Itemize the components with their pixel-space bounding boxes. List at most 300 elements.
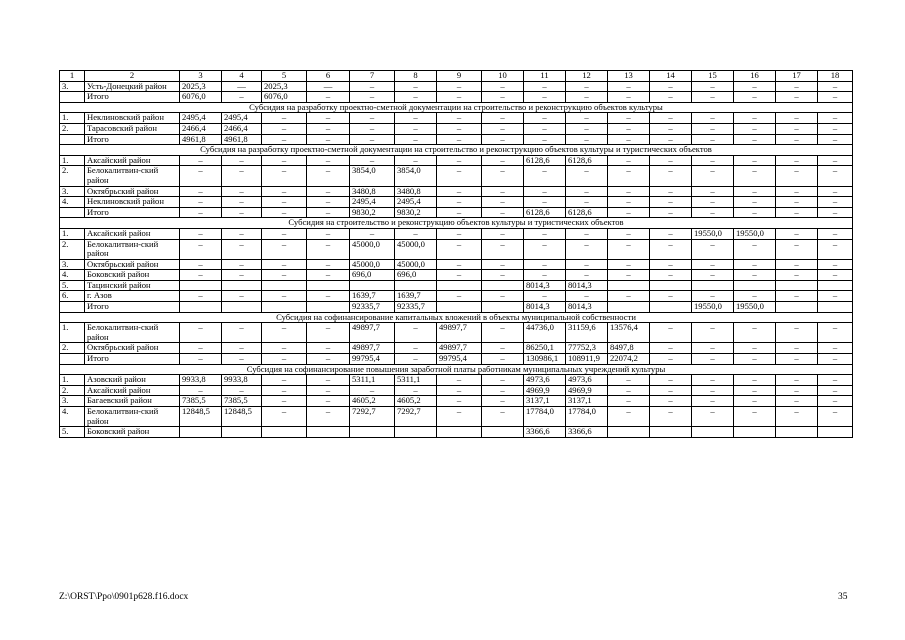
value-cell: – (437, 92, 482, 103)
value-cell: – (776, 354, 818, 365)
value-cell: – (776, 291, 818, 302)
value-cell: – (650, 239, 692, 259)
section-header-row (60, 364, 853, 375)
value-cell: – (734, 92, 776, 103)
value-cell (776, 427, 818, 438)
value-cell: – (776, 92, 818, 103)
value-cell: – (482, 291, 524, 302)
value-cell: – (692, 186, 734, 197)
value-cell: – (482, 197, 524, 208)
value-cell: – (437, 259, 482, 270)
value-cell: – (650, 375, 692, 386)
value-cell: – (650, 385, 692, 396)
value-cell (734, 427, 776, 438)
value-cell: – (692, 155, 734, 166)
value-cell: – (692, 166, 734, 186)
column-number-header: 5 (262, 71, 307, 82)
value-cell: – (524, 239, 566, 259)
value-cell: – (608, 134, 650, 145)
value-cell: – (437, 375, 482, 386)
section-title: Субсидия на софинансирование капитальных вложений в объекты муниципальной собственности (60, 312, 853, 323)
value-cell: 3366,6 (566, 427, 608, 438)
value-cell: – (650, 92, 692, 103)
value-cell (776, 280, 818, 291)
value-cell: – (818, 113, 853, 124)
column-number-header: 17 (776, 71, 818, 82)
value-cell: – (307, 375, 350, 386)
value-cell: – (350, 92, 395, 103)
value-cell: – (608, 239, 650, 259)
table-row (60, 92, 853, 103)
value-cell: – (222, 259, 262, 270)
value-cell: 9933,8 (222, 375, 262, 386)
value-cell: – (650, 155, 692, 166)
value-cell: 2025,3 (262, 81, 307, 92)
value-cell: 49897,7 (350, 323, 395, 343)
value-cell: – (482, 207, 524, 218)
value-cell: – (350, 228, 395, 239)
value-cell: – (776, 134, 818, 145)
value-cell: – (650, 396, 692, 407)
value-cell: – (307, 396, 350, 407)
value-cell: – (734, 375, 776, 386)
value-cell: 696,0 (350, 270, 395, 281)
value-cell: – (566, 239, 608, 259)
value-cell: – (350, 134, 395, 145)
value-cell: – (650, 81, 692, 92)
table-row (60, 323, 853, 343)
value-cell: – (437, 291, 482, 302)
value-cell: – (262, 375, 307, 386)
value-cell: – (222, 228, 262, 239)
value-cell: – (650, 228, 692, 239)
value-cell: – (180, 228, 222, 239)
value-cell: – (650, 207, 692, 218)
value-cell: 92335,7 (395, 302, 437, 313)
section-title: Субсидия на строительство и реконструкцию объектов культуры и туристических объектов (60, 218, 853, 229)
value-cell: – (307, 123, 350, 134)
value-cell: – (776, 385, 818, 396)
value-cell: – (307, 113, 350, 124)
value-cell: 6076,0 (262, 92, 307, 103)
table-row (60, 375, 853, 386)
value-cell: — (307, 81, 350, 92)
value-cell: – (776, 166, 818, 186)
value-cell: – (180, 291, 222, 302)
value-cell: – (776, 239, 818, 259)
value-cell: – (608, 186, 650, 197)
value-cell: – (692, 291, 734, 302)
value-cell: 1639,7 (350, 291, 395, 302)
value-cell: 19550,0 (692, 302, 734, 313)
value-cell: 45000,0 (395, 259, 437, 270)
value-cell: – (482, 385, 524, 396)
value-cell (776, 302, 818, 313)
table-row (60, 396, 853, 407)
row-number-cell: 4. (60, 270, 85, 281)
value-cell: 92335,7 (350, 302, 395, 313)
row-number-cell: 2. (60, 385, 85, 396)
value-cell: 2495,4 (395, 197, 437, 208)
section-header-row (60, 145, 853, 156)
row-number-cell: 2. (60, 343, 85, 354)
value-cell: 6128,6 (566, 207, 608, 218)
value-cell: 7385,5 (180, 396, 222, 407)
district-name-cell: Боковский район (85, 270, 180, 281)
value-cell: – (262, 343, 307, 354)
value-cell: – (818, 134, 853, 145)
value-cell: – (395, 385, 437, 396)
value-cell: – (180, 343, 222, 354)
value-cell: – (608, 228, 650, 239)
row-number-cell: 1. (60, 155, 85, 166)
value-cell: – (482, 186, 524, 197)
value-cell: – (566, 228, 608, 239)
value-cell: – (692, 385, 734, 396)
table-row (60, 270, 853, 281)
value-cell: – (566, 123, 608, 134)
value-cell: 45000,0 (350, 259, 395, 270)
value-cell: – (734, 186, 776, 197)
column-number-header: 12 (566, 71, 608, 82)
value-cell: – (650, 259, 692, 270)
value-cell: – (524, 113, 566, 124)
value-cell: – (222, 92, 262, 103)
value-cell: – (437, 134, 482, 145)
value-cell (395, 427, 437, 438)
value-cell: 17784,0 (524, 407, 566, 427)
value-cell: – (395, 155, 437, 166)
value-cell (437, 427, 482, 438)
value-cell: 19550,0 (734, 302, 776, 313)
value-cell: – (395, 113, 437, 124)
value-cell: – (524, 270, 566, 281)
value-cell: – (818, 239, 853, 259)
value-cell: 8014,3 (566, 302, 608, 313)
value-cell: – (482, 81, 524, 92)
value-cell: – (650, 270, 692, 281)
value-cell: – (650, 166, 692, 186)
value-cell: – (692, 207, 734, 218)
value-cell: 3480,8 (395, 186, 437, 197)
value-cell: – (262, 259, 307, 270)
column-number-header: 9 (437, 71, 482, 82)
value-cell: – (566, 134, 608, 145)
value-cell: – (437, 155, 482, 166)
value-cell: – (262, 407, 307, 427)
value-cell: 45000,0 (395, 239, 437, 259)
row-number-cell: 2. (60, 123, 85, 134)
value-cell: 19550,0 (734, 228, 776, 239)
value-cell: – (437, 239, 482, 259)
value-cell: – (307, 239, 350, 259)
value-cell: – (776, 323, 818, 343)
value-cell: – (395, 123, 437, 134)
value-cell: – (608, 81, 650, 92)
value-cell: – (734, 354, 776, 365)
value-cell: – (482, 354, 524, 365)
value-cell: 2466,4 (180, 123, 222, 134)
value-cell: – (692, 92, 734, 103)
value-cell: – (608, 259, 650, 270)
value-cell: – (524, 259, 566, 270)
value-cell: – (180, 207, 222, 218)
value-cell: – (482, 134, 524, 145)
table-row (60, 343, 853, 354)
value-cell: – (307, 259, 350, 270)
value-cell: – (437, 228, 482, 239)
value-cell: – (262, 134, 307, 145)
table-row (60, 228, 853, 239)
value-cell: – (734, 323, 776, 343)
value-cell: – (262, 207, 307, 218)
value-cell: – (437, 123, 482, 134)
value-cell: – (482, 228, 524, 239)
value-cell: – (776, 155, 818, 166)
district-name-cell: Аксайский район (85, 155, 180, 166)
value-cell: – (524, 81, 566, 92)
value-cell: 8014,3 (524, 302, 566, 313)
section-title: Субсидия на софинансирование повышения заработной платы работникам муниципальных учреждений культуры (60, 364, 853, 375)
value-cell: – (437, 270, 482, 281)
value-cell: 4973,6 (566, 375, 608, 386)
table-row (60, 407, 853, 427)
value-cell: 696,0 (395, 270, 437, 281)
section-title: Субсидия на разработку проектно-сметной документации на строительство и реконструкцию объектов культуры и туристических объектов (60, 145, 853, 156)
value-cell: – (818, 343, 853, 354)
value-cell: – (734, 259, 776, 270)
value-cell: – (692, 134, 734, 145)
value-cell: 3854,0 (350, 166, 395, 186)
value-cell: 77752,3 (566, 343, 608, 354)
value-cell: – (776, 228, 818, 239)
value-cell: – (395, 323, 437, 343)
value-cell: – (350, 155, 395, 166)
value-cell: 49897,7 (437, 343, 482, 354)
value-cell: – (482, 113, 524, 124)
district-name-cell: Итого (85, 302, 180, 313)
value-cell: – (482, 343, 524, 354)
value-cell (818, 302, 853, 313)
value-cell: – (734, 197, 776, 208)
value-cell (262, 280, 307, 291)
district-name-cell: Октябрьский район (85, 186, 180, 197)
value-cell (650, 427, 692, 438)
value-cell: 8014,3 (524, 280, 566, 291)
value-cell: – (222, 166, 262, 186)
value-cell: – (608, 207, 650, 218)
value-cell: – (566, 92, 608, 103)
value-cell: – (692, 323, 734, 343)
value-cell: – (180, 166, 222, 186)
value-cell: – (818, 81, 853, 92)
table-row (60, 291, 853, 302)
table-row (60, 123, 853, 134)
value-cell: – (776, 407, 818, 427)
value-cell: – (307, 343, 350, 354)
value-cell: – (818, 166, 853, 186)
section-header-row (60, 312, 853, 323)
district-name-cell: Итого (85, 354, 180, 365)
value-cell: – (734, 113, 776, 124)
column-number-header: 10 (482, 71, 524, 82)
value-cell: – (734, 407, 776, 427)
district-name-cell: Боковский район (85, 427, 180, 438)
value-cell: — (222, 81, 262, 92)
district-name-cell: Азовский район (85, 375, 180, 386)
value-cell: 9830,2 (395, 207, 437, 218)
row-number-cell: 2. (60, 239, 85, 259)
value-cell (262, 302, 307, 313)
value-cell: – (307, 197, 350, 208)
value-cell: 12848,5 (180, 407, 222, 427)
row-number-cell (60, 134, 85, 145)
value-cell: – (222, 186, 262, 197)
value-cell: – (692, 259, 734, 270)
value-cell (692, 427, 734, 438)
column-number-header: 6 (307, 71, 350, 82)
value-cell: – (650, 354, 692, 365)
value-cell: – (524, 228, 566, 239)
value-cell: – (482, 323, 524, 343)
value-cell: 99795,4 (350, 354, 395, 365)
value-cell: – (734, 396, 776, 407)
value-cell: 3137,1 (524, 396, 566, 407)
row-number-cell: 4. (60, 407, 85, 427)
value-cell: 8014,3 (566, 280, 608, 291)
value-cell: – (437, 407, 482, 427)
value-cell: – (818, 385, 853, 396)
value-cell: – (222, 354, 262, 365)
value-cell: – (734, 166, 776, 186)
value-cell: 108911,9 (566, 354, 608, 365)
value-cell: – (524, 291, 566, 302)
value-cell: – (222, 270, 262, 281)
value-cell: – (262, 228, 307, 239)
row-number-cell (60, 354, 85, 365)
table-row (60, 385, 853, 396)
value-cell: – (307, 385, 350, 396)
value-cell: 19550,0 (692, 228, 734, 239)
value-cell: 6128,6 (566, 155, 608, 166)
value-cell: – (307, 407, 350, 427)
value-cell: – (395, 92, 437, 103)
value-cell: – (734, 239, 776, 259)
row-number-cell: 1. (60, 113, 85, 124)
value-cell: – (608, 407, 650, 427)
column-number-header: 8 (395, 71, 437, 82)
value-cell: – (222, 239, 262, 259)
value-cell (395, 280, 437, 291)
district-name-cell: Октябрьский район (85, 343, 180, 354)
value-cell: 2495,4 (222, 113, 262, 124)
value-cell: 4973,6 (524, 375, 566, 386)
value-cell: – (818, 396, 853, 407)
value-cell: – (650, 407, 692, 427)
value-cell: – (776, 207, 818, 218)
value-cell: – (307, 270, 350, 281)
value-cell: – (350, 123, 395, 134)
value-cell: – (307, 228, 350, 239)
table-row (60, 259, 853, 270)
value-cell: – (818, 270, 853, 281)
value-cell: – (818, 354, 853, 365)
value-cell: – (482, 375, 524, 386)
value-cell: – (650, 291, 692, 302)
value-cell: 4605,2 (395, 396, 437, 407)
value-cell: – (180, 354, 222, 365)
value-cell: 49897,7 (350, 343, 395, 354)
value-cell: 2466,4 (222, 123, 262, 134)
district-name-cell: Белокалитвин-ский район (85, 166, 180, 186)
value-cell: – (692, 375, 734, 386)
value-cell: – (566, 81, 608, 92)
value-cell: – (608, 396, 650, 407)
value-cell (437, 280, 482, 291)
value-cell: – (818, 228, 853, 239)
column-number-header: 14 (650, 71, 692, 82)
value-cell (818, 427, 853, 438)
value-cell: – (734, 207, 776, 218)
table-row (60, 207, 853, 218)
value-cell: – (734, 343, 776, 354)
value-cell: – (395, 228, 437, 239)
value-cell: – (262, 197, 307, 208)
value-cell: – (307, 155, 350, 166)
value-cell (608, 280, 650, 291)
table-row (60, 166, 853, 186)
value-cell: – (818, 375, 853, 386)
value-cell: – (395, 134, 437, 145)
value-cell: – (307, 92, 350, 103)
value-cell: 9933,8 (180, 375, 222, 386)
district-name-cell: Багаевский район (85, 396, 180, 407)
value-cell: – (566, 270, 608, 281)
column-number-header: 18 (818, 71, 853, 82)
table-row (60, 427, 853, 438)
value-cell: 2495,4 (180, 113, 222, 124)
value-cell: 31159,6 (566, 323, 608, 343)
value-cell (180, 280, 222, 291)
row-number-cell: 1. (60, 375, 85, 386)
value-cell: – (262, 396, 307, 407)
value-cell: – (650, 134, 692, 145)
value-cell: – (692, 270, 734, 281)
value-cell: – (437, 166, 482, 186)
value-cell: 6076,0 (180, 92, 222, 103)
value-cell: – (307, 166, 350, 186)
value-cell: – (262, 239, 307, 259)
value-cell (818, 280, 853, 291)
district-name-cell: Аксайский район (85, 228, 180, 239)
value-cell: – (566, 197, 608, 208)
value-cell: – (222, 385, 262, 396)
value-cell: – (650, 323, 692, 343)
district-name-cell: Белокалитвин-ский район (85, 239, 180, 259)
value-cell: – (222, 343, 262, 354)
value-cell (180, 302, 222, 313)
section-title: Субсидия на разработку проектно-сметной документации на строительство и реконструкцию объектов культуры (60, 102, 853, 113)
value-cell: 12848,5 (222, 407, 262, 427)
value-cell: – (482, 239, 524, 259)
value-cell: – (262, 323, 307, 343)
value-cell (692, 280, 734, 291)
table-row (60, 81, 853, 92)
value-cell: 7292,7 (350, 407, 395, 427)
value-cell: – (776, 259, 818, 270)
row-number-cell: 3. (60, 81, 85, 92)
value-cell: 4961,8 (180, 134, 222, 145)
